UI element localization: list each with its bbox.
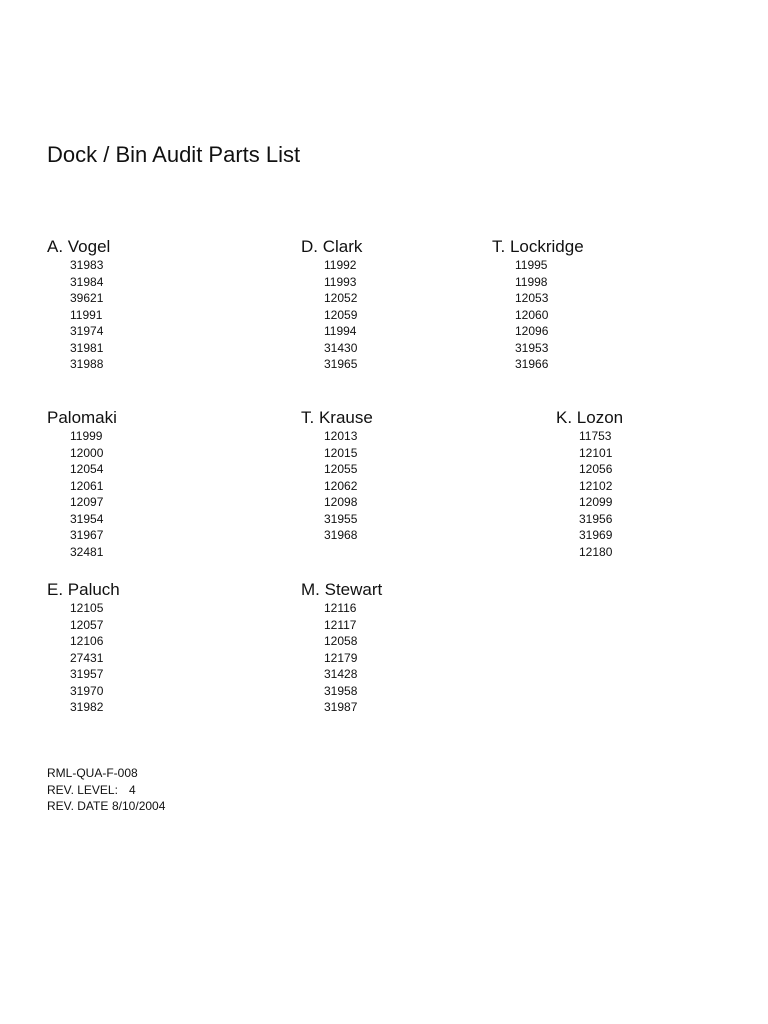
part-number: 31988 bbox=[70, 357, 104, 371]
part-number: 31982 bbox=[70, 700, 104, 714]
part-number: 12059 bbox=[324, 307, 358, 322]
person-name: D. Clark bbox=[301, 237, 363, 256]
person-name: E. Paluch bbox=[47, 580, 120, 599]
part-number: 12013 bbox=[324, 429, 358, 443]
part-number: 11994 bbox=[324, 324, 357, 338]
part-number: 11995 bbox=[515, 258, 548, 272]
group-palomaki bbox=[47, 408, 117, 560]
group-m-stewart bbox=[301, 580, 382, 716]
part-number: 31967 bbox=[70, 528, 104, 542]
part-number: 12060 bbox=[515, 307, 549, 322]
parts-list bbox=[492, 257, 584, 373]
rev-date-label: REV. DATE bbox=[47, 799, 109, 813]
part-number: 11998 bbox=[515, 274, 548, 289]
rev-date-line bbox=[47, 798, 165, 815]
part-number: 12116 bbox=[324, 601, 357, 615]
parts-list bbox=[301, 600, 382, 716]
page-title: Dock / Bin Audit Parts List bbox=[47, 142, 301, 167]
part-number: 11993 bbox=[324, 274, 357, 289]
part-number: 12117 bbox=[324, 617, 357, 632]
part-number: 12055 bbox=[324, 462, 358, 476]
part-number: 27431 bbox=[70, 650, 104, 665]
part-number: 12000 bbox=[70, 445, 104, 460]
part-number: 12096 bbox=[515, 324, 549, 338]
part-number: 12098 bbox=[324, 495, 358, 509]
part-number: 31956 bbox=[579, 511, 613, 526]
rev-level-label: REV. LEVEL: bbox=[47, 782, 118, 797]
parts-list bbox=[301, 428, 373, 544]
document-footer bbox=[47, 765, 165, 815]
form-number: RML-QUA-F-008 bbox=[47, 766, 138, 780]
part-number: 31968 bbox=[324, 528, 358, 542]
parts-list bbox=[556, 428, 623, 560]
part-number: 31957 bbox=[70, 667, 104, 681]
parts-list bbox=[47, 600, 120, 716]
part-number: 12057 bbox=[70, 617, 104, 632]
part-number: 12097 bbox=[70, 495, 104, 509]
part-number: 12180 bbox=[579, 544, 613, 559]
rev-level-line bbox=[47, 782, 165, 799]
part-number: 12056 bbox=[579, 462, 613, 476]
part-number: 32481 bbox=[70, 544, 104, 559]
part-number: 12052 bbox=[324, 291, 358, 305]
person-name: M. Stewart bbox=[301, 580, 383, 599]
part-number: 12105 bbox=[70, 601, 104, 615]
part-number: 31974 bbox=[70, 324, 104, 338]
part-number: 31969 bbox=[579, 528, 613, 542]
part-number: 31954 bbox=[70, 511, 104, 526]
part-number: 12015 bbox=[324, 445, 358, 460]
part-number: 11999 bbox=[70, 429, 103, 443]
part-number: 31428 bbox=[324, 667, 358, 681]
group-a-vogel bbox=[47, 237, 110, 373]
part-number: 31984 bbox=[70, 274, 104, 289]
part-number: 12102 bbox=[579, 478, 613, 493]
part-number: 11991 bbox=[70, 307, 103, 322]
part-number: 11992 bbox=[324, 258, 357, 272]
part-number: 12101 bbox=[579, 445, 613, 460]
rev-level-value: 4 bbox=[129, 782, 136, 797]
parts-list bbox=[301, 257, 362, 373]
part-number: 12061 bbox=[70, 478, 104, 493]
parts-list bbox=[47, 428, 117, 560]
part-number: 12062 bbox=[324, 478, 358, 493]
part-number: 12106 bbox=[70, 634, 104, 648]
part-number: 31430 bbox=[324, 340, 358, 355]
part-number: 12058 bbox=[324, 634, 358, 648]
person-name: T. Lockridge bbox=[492, 237, 584, 256]
part-number: 12054 bbox=[70, 462, 104, 476]
part-number: 31955 bbox=[324, 511, 358, 526]
person-name: Palomaki bbox=[47, 408, 117, 427]
person-name: A. Vogel bbox=[47, 237, 111, 256]
parts-list bbox=[47, 257, 110, 373]
group-t-krause bbox=[301, 408, 373, 544]
part-number: 12053 bbox=[515, 291, 549, 305]
part-number: 31981 bbox=[70, 340, 104, 355]
group-k-lozon bbox=[556, 408, 623, 560]
part-number: 39621 bbox=[70, 291, 104, 305]
rev-date-value: 8/10/2004 bbox=[112, 799, 166, 813]
group-e-paluch bbox=[47, 580, 120, 716]
part-number: 11753 bbox=[579, 429, 612, 443]
person-name: T. Krause bbox=[301, 408, 373, 427]
part-number: 31987 bbox=[324, 700, 358, 714]
person-name: K. Lozon bbox=[556, 408, 624, 427]
part-number: 31966 bbox=[515, 357, 549, 371]
part-number: 31965 bbox=[324, 357, 358, 371]
group-t-lockridge bbox=[492, 237, 584, 373]
part-number: 12099 bbox=[579, 495, 613, 509]
part-number: 31953 bbox=[515, 340, 549, 355]
part-number: 31983 bbox=[70, 258, 104, 272]
part-number: 31958 bbox=[324, 683, 358, 698]
part-number: 31970 bbox=[70, 683, 104, 698]
part-number: 12179 bbox=[324, 650, 358, 665]
group-d-clark bbox=[301, 237, 362, 373]
